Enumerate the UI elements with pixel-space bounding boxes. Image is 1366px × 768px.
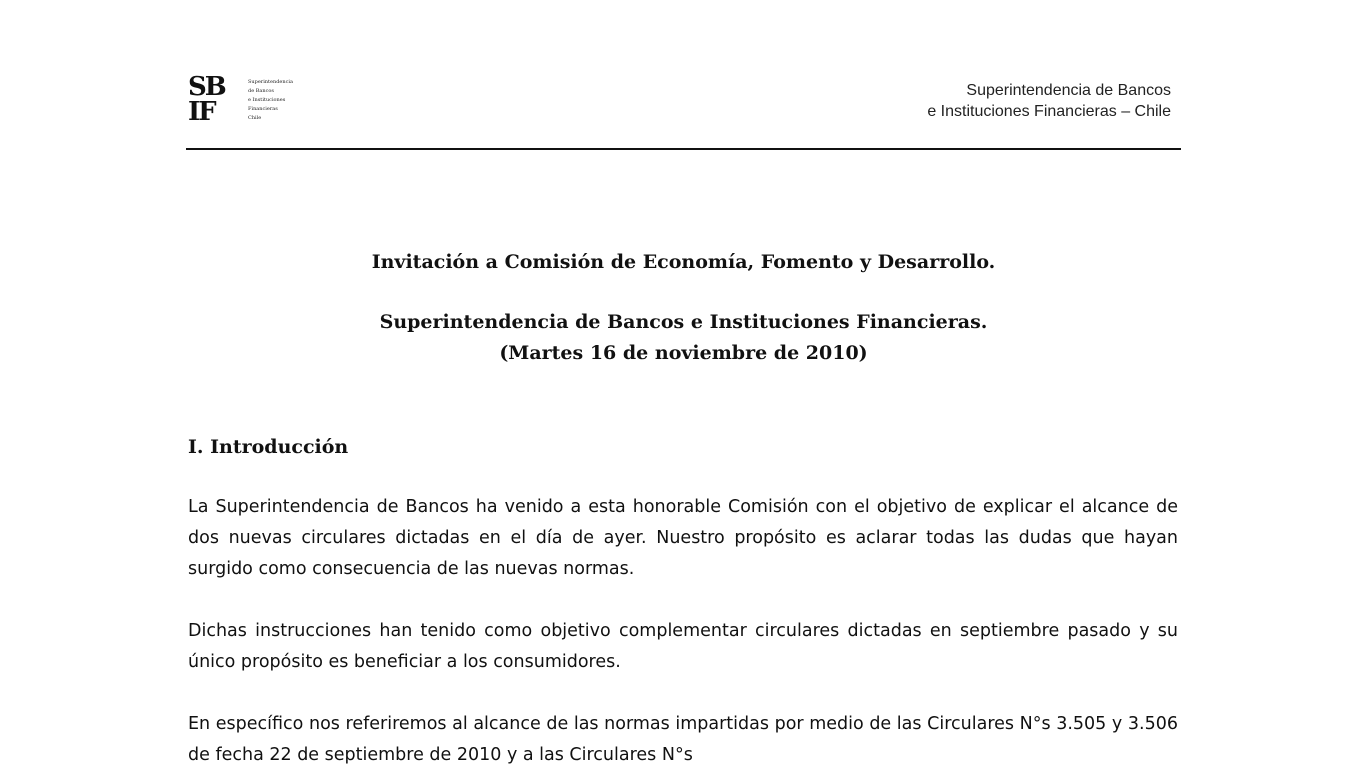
logo-mark-line2: IF (188, 97, 215, 127)
document-titles (186, 246, 1181, 368)
paragraph-text: En específico nos referiremos al alcance de las normas impartidas por medio de las Circulares N°s 3.505 y 3.506 de fecha 22 de septiembre de 2010 y a las Circulares N°s (188, 714, 1178, 765)
section-heading-introduccion: I. Introducción (188, 436, 349, 458)
logo-text-line: de Bancos (248, 88, 275, 94)
paragraph-1 (188, 492, 1178, 585)
paragraph-text: Dichas instrucciones han tenido como objetivo complementar circulares dictadas en septiembre pasado y su único propósito es beneficiar a los consumidores. (188, 621, 1178, 672)
logo-mark-line1: SB (188, 72, 225, 102)
document-date: (Martes 16 de noviembre de 2010) (499, 342, 868, 364)
paragraph-text: La Superintendencia de Bancos ha venido a esta honorable Comisión con el objetivo de explicar el alcance de dos nuevas circulares dictadas en el día de ayer. Nuestro propósito es aclarar todas las dudas que hayan surgido como consecuencia de las nuevas normas. (188, 497, 1178, 579)
header-divider (186, 148, 1181, 150)
page-header (186, 70, 1181, 152)
logo-text-line: Superintendencia (248, 79, 293, 85)
header-line-2: e Instituciones Financieras – Chile (927, 103, 1171, 120)
header-institution-name (927, 80, 1171, 122)
logo-text-line: Financieras (248, 106, 278, 112)
sbif-logo (188, 72, 293, 127)
logo-text (248, 78, 293, 123)
logo-mark (188, 72, 246, 127)
logo-text-line: Chile (248, 115, 262, 121)
paragraph-3 (188, 709, 1178, 768)
logo-text-line: e Instituciones (248, 97, 286, 103)
paragraph-2 (188, 616, 1178, 678)
header-line-1: Superintendencia de Bancos (966, 82, 1171, 99)
document-subtitle: Superintendencia de Bancos e Instituciones Financieras. (379, 311, 988, 333)
document-title: Invitación a Comisión de Economía, Fomento y Desarrollo. (371, 251, 996, 273)
